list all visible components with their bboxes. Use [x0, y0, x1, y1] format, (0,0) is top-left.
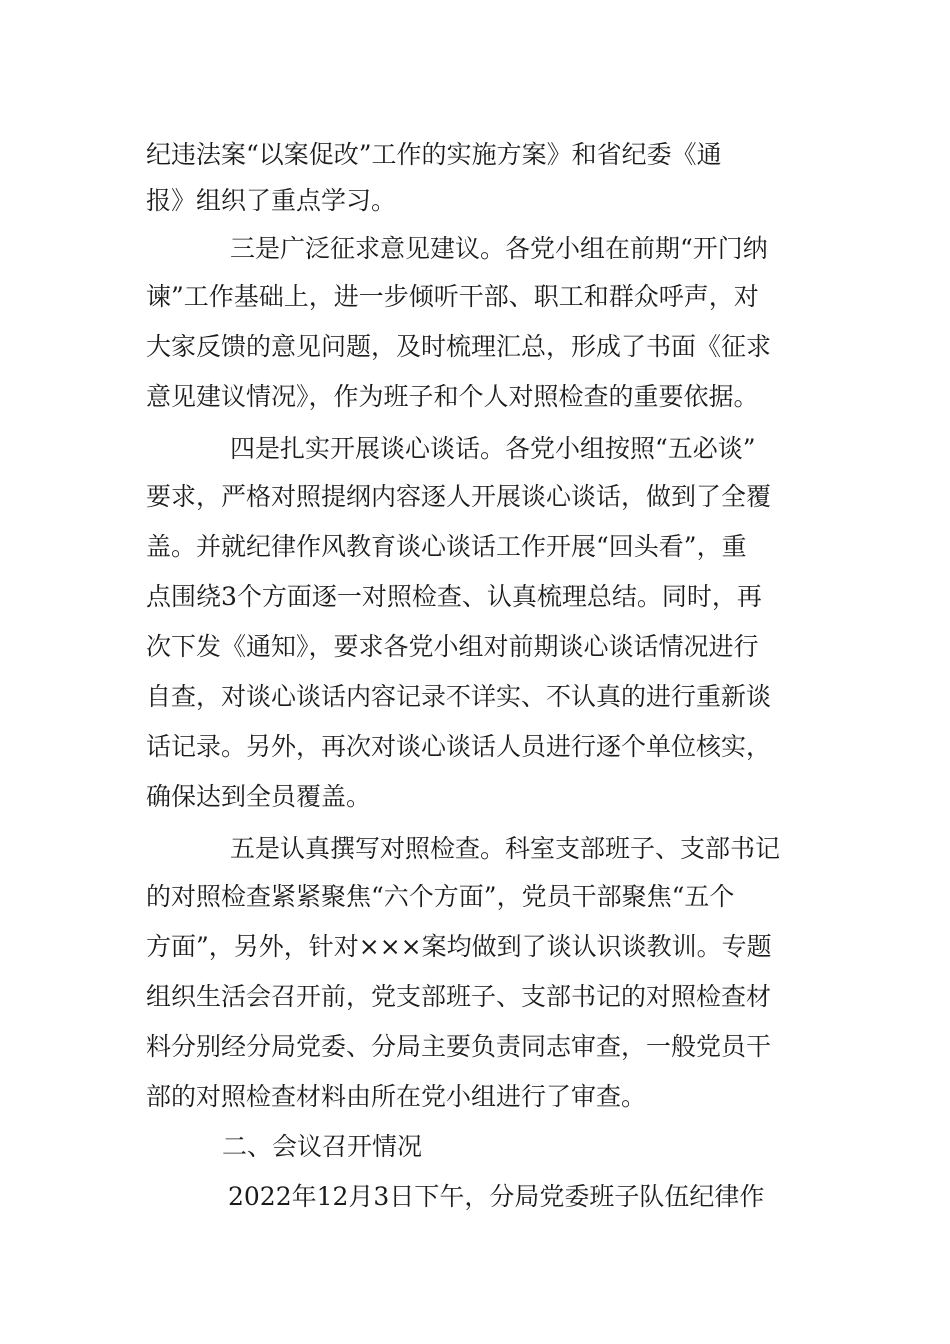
paragraph-line: 部的对照检查材料由所在党小组进行了审查。	[146, 1082, 647, 1111]
paragraph-line: 自查，对谈心谈话内容记录不详实、不认真的进行重新谈	[146, 682, 772, 711]
paragraph-line: 报》组织了重点学习。	[146, 186, 397, 215]
paragraph-line: 点围绕3个方面逐一对照检查、认真梳理总结。同时，再	[146, 582, 762, 611]
paragraph-line: 话记录。另外，再次对谈心谈话人员进行逐个单位核实，	[146, 732, 772, 761]
paragraph-line: 的对照检查紧紧聚焦“六个方面”，党员干部聚焦“五个	[146, 882, 735, 911]
paragraph-line: 意见建议情况》，作为班子和个人对照检查的重要依据。	[146, 382, 759, 411]
paragraph-line: 组织生活会召开前，党支部班子、支部书记的对照检查材	[146, 982, 772, 1011]
paragraph-line: 三是广泛征求意见建议。各党小组在前期“开门纳	[230, 234, 768, 263]
paragraph-line: 五是认真撰写对照检查。科室支部班子、支部书记	[230, 834, 781, 863]
paragraph-line: 四是扎实开展谈心谈话。各党小组按照“五必谈”	[230, 434, 756, 463]
paragraph-line: 谏”工作基础上，进一步倾听干部、职工和群众呼声，对	[146, 282, 759, 311]
paragraph-line: 要求，严格对照提纲内容逐人开展谈心谈话，做到了全覆	[146, 482, 772, 511]
paragraph-line: 方面”，另外，针对×××案均做到了谈认识谈教训。专题	[146, 932, 772, 961]
paragraph-line: 确保达到全员覆盖。	[146, 782, 372, 811]
paragraph-line: 次下发《通知》，要求各党小组对前期谈心谈话情况进行	[146, 632, 759, 661]
paragraph-line: 盖。并就纪律作风教育谈心谈话工作开展“回头看”，重	[146, 532, 747, 561]
paragraph-line: 料分别经分局党委、分局主要负责同志审查，一般党员干	[146, 1032, 772, 1061]
section-heading: 二、会议召开情况	[222, 1132, 423, 1161]
paragraph-line: 大家反馈的意见问题，及时梳理汇总，形成了书面《征求	[146, 332, 772, 361]
paragraph-line: 2022年12月3日下午，分局党委班子队伍纪律作	[228, 1182, 765, 1211]
paragraph-line: 纪违法案“以案促改”工作的实施方案》和省纪委《通	[146, 140, 722, 169]
